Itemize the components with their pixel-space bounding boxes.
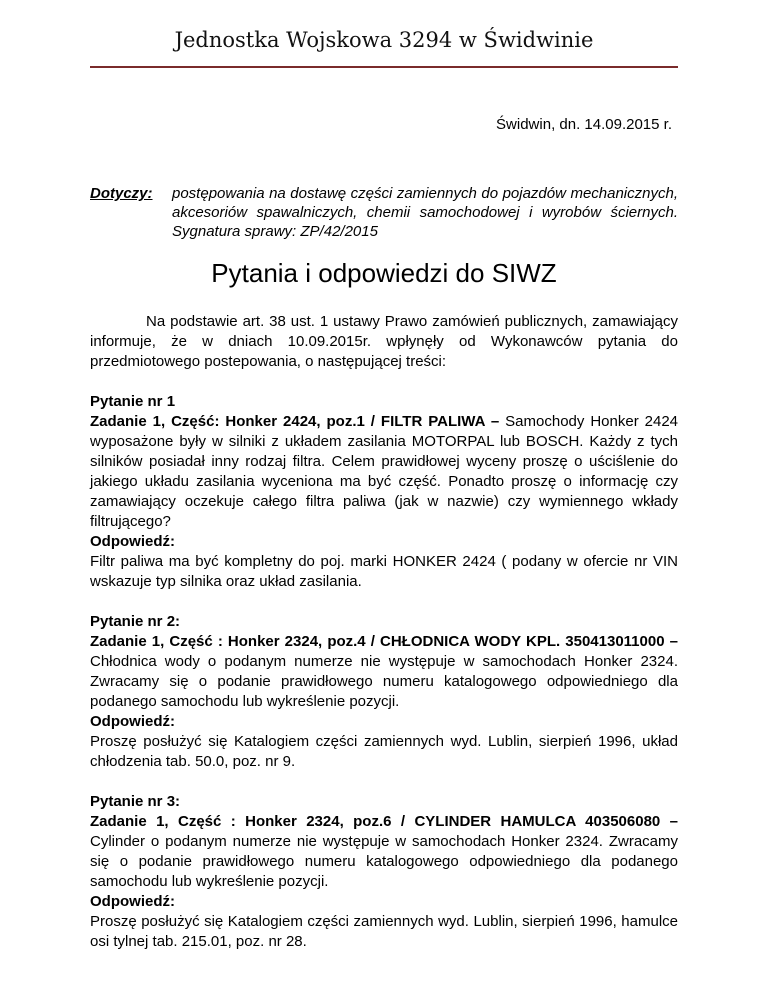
document-date: Świdwin, dn. 14.09.2015 r. <box>496 116 672 133</box>
answer-text: Proszę posłużyć się Katalogiem części zamiennych wyd. Lublin, sierpień 1996, hamulce osi tylnej tab. 215.01, poz. nr 28. <box>90 913 678 950</box>
page-title: Pytania i odpowiedzi do SIWZ <box>211 258 557 288</box>
question-2 <box>90 612 678 772</box>
question-3 <box>90 792 678 952</box>
answer-label: Odpowiedź: <box>90 893 175 910</box>
question-text <box>90 412 678 532</box>
question-subject: Zadanie 1, Część : Honker 2324, poz.6 / CYLINDER HAMULCA 403506080 – <box>90 813 678 830</box>
question-body: Samochody Honker 2424 wyposażone były w silniki z układem zasilania MOTORPAL lub BOSCH. Każdy z tych silników posiadał inny rodzaj filtra. Celem prawidłowej wyceny proszę o uściślenie do jakiego układu zasilania wyceniona ma być część. Ponadto proszę o informację czy zamawiający oczekuje całego filtra paliwa (jak w nazwie) czy wymiennego wkłady filtrującego? <box>90 413 679 530</box>
answer-text: Proszę posłużyć się Katalogiem części zamiennych wyd. Lublin, sierpień 1996, układ chłodzenia tab. 50.0, poz. nr 9. <box>90 733 678 770</box>
question-heading: Pytanie nr 3: <box>90 793 181 810</box>
subject-block <box>90 184 678 241</box>
letterhead-divider <box>90 66 678 68</box>
subject-text: postępowania na dostawę części zamiennych do pojazdów mechanicznych, akcesoriów spawalniczych, chemii samochodowej i wyrobów ściernych. Sygnatura sprawy: ZP/42/2015 <box>172 185 678 240</box>
intro-paragraph: Na podstawie art. 38 ust. 1 ustawy Prawo zamówień publicznych, zamawiający informuje, że w dniach 10.09.2015r. wpłynęły od Wykonawców pytania do przedmiotowego postepowania, o następującej treści: <box>90 313 678 370</box>
answer-label: Odpowiedź: <box>90 533 175 550</box>
letterhead-title: Jednostka Wojskowa 3294 w Świdwinie <box>174 28 594 52</box>
question-heading: Pytanie nr 1 <box>90 393 176 410</box>
subject-label: Dotyczy: <box>90 185 153 202</box>
answer-text: Filtr paliwa ma być kompletny do poj. marki HONKER 2424 ( podany w ofercie nr VIN wskazuje typ silnika oraz układ zasilania. <box>90 553 678 590</box>
question-heading: Pytanie nr 2: <box>90 613 181 630</box>
document-body <box>90 312 678 952</box>
question-body: Chłodnica wody o podanym numerze nie występuje w samochodach Honker 2324. Zwracamy się o podanie prawidłowego numeru katalogowego odpowiedniego dla podanego samochodu lub wykreślenie pozycji. <box>90 653 678 710</box>
question-subject: Zadanie 1, Część : Honker 2324, poz.4 / CHŁODNICA WODY KPL. 350413011000 – <box>90 633 678 650</box>
question-text <box>90 632 678 712</box>
answer-label: Odpowiedź: <box>90 713 175 730</box>
question-subject: Zadanie 1, Część: Honker 2424, poz.1 / FILTR PALIWA – <box>90 413 500 430</box>
question-body: Cylinder o podanym numerze nie występuje w samochodach Honker 2324. Zwracamy się o podanie prawidłowego numeru katalogowego odpowiedniego dla podanego samochodu lub wykreślenie pozycji. <box>90 833 678 890</box>
question-1 <box>90 392 678 592</box>
question-text <box>90 812 678 892</box>
